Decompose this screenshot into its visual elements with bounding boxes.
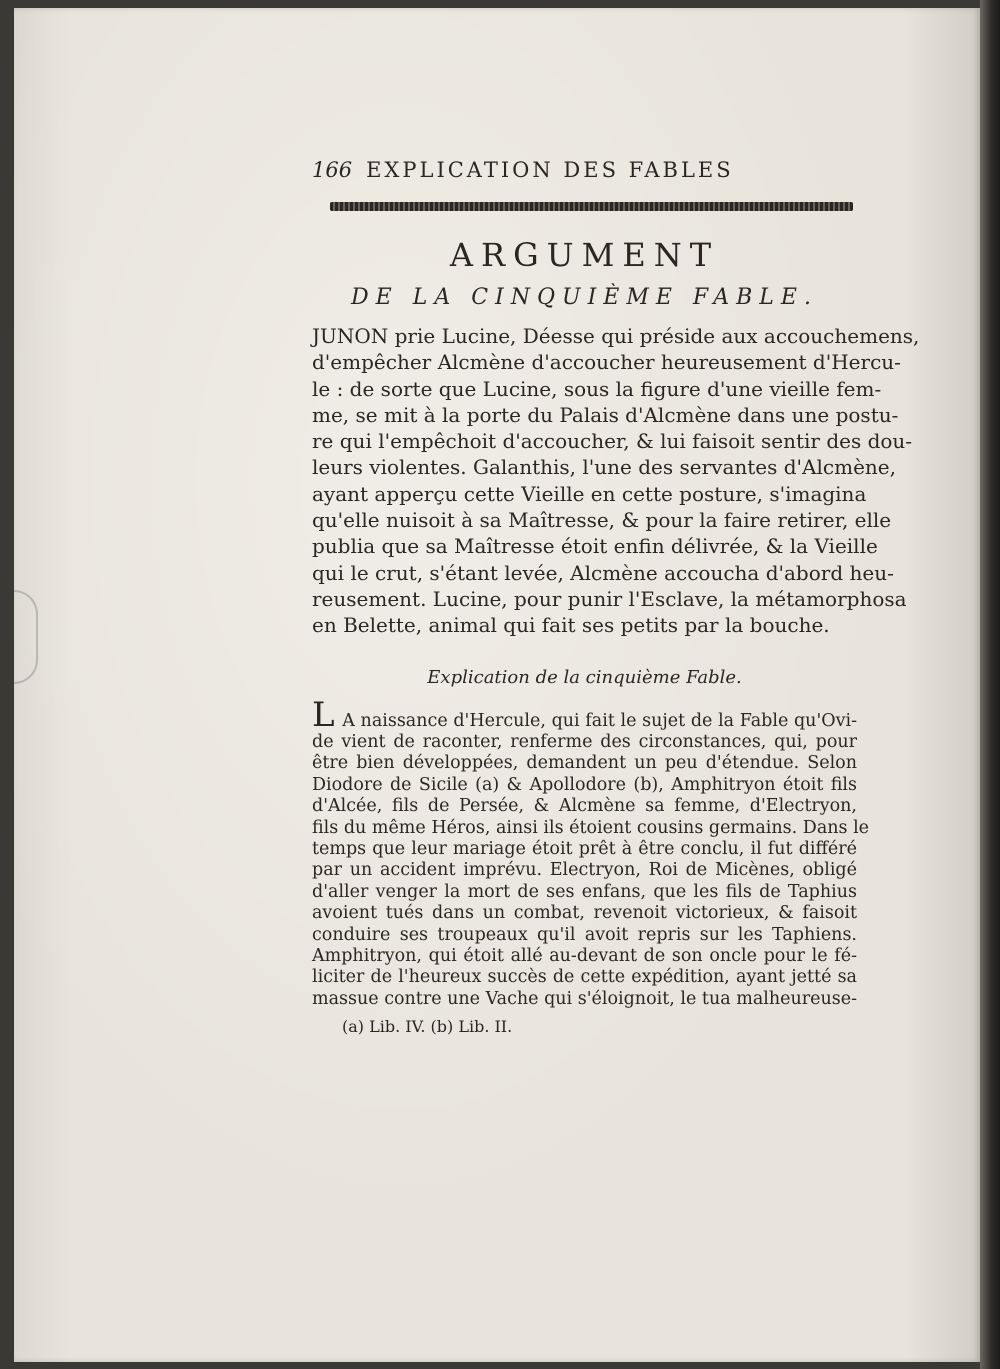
text-line: en Belette, animal qui fait ses petits par la bouche. [312,613,830,638]
text-line: liciter de l'heureux succès de cette expédition, ayant jetté sa [312,967,857,988]
text-line: d'Alcée, fils de Persée, & Alcmène sa femme, d'Electryon, [312,796,857,817]
argument-subtitle: DE LA CINQUIÈME FABLE. [351,285,818,310]
text-line: conduire ses troupeaux qu'il avoit repris sur les Taphiens. [312,924,857,945]
running-head-title: EXPLICATION DES FABLES [366,158,734,182]
text-line: Diodore de Sicile (a) & Apollodore (b), Amphitryon étoit fils [312,774,857,795]
running-head [312,150,857,192]
text-block [312,150,920,1038]
text-line: ayant apperçu cette Vieille en cette posture, s'imagina [312,481,867,506]
page-number: 166 [312,158,353,182]
text-line: me, se mit à la porte du Palais d'Alcmène dans une postu- [312,402,899,427]
text-line: par un accident imprévu. Electryon, Roi de Micènes, obligé [312,860,857,881]
text-line: qui le crut, s'étant levée, Alcmène accoucha d'abord heu- [312,560,894,585]
text-line: Amphitryon, qui étoit allé au-devant de son oncle pour le fé- [312,946,857,967]
text-line: avoient tués dans un combat, revenoit victorieux, & faisoit [312,903,857,924]
text-line: être bien développées, demandent un peu d'étendue. Selon [312,753,857,774]
text-line: publia que sa Maîtresse étoit enfin délivrée, & la Vieille [312,534,878,559]
drop-cap: L [312,694,335,735]
text-line: massue contre une Vache qui s'éloignoit, le tua malheureuse- [312,988,857,1009]
text-line: temps que leur mariage étoit prêt à être conclu, il fut différé [312,839,857,859]
ornamental-rule [330,202,853,211]
text-line: d'empêcher Alcmène d'accoucher heureusement d'Hercu- [312,350,901,375]
text-line: fils du même Héros, ainsi ils étoient cousins germains. Dans le [312,817,870,838]
text-line: re qui l'empêchoit d'accoucher, & lui faisoit sentir des dou- [312,429,913,454]
text-line: JUNON prie Lucine, Déesse qui préside aux accouchemens, [312,324,920,348]
text-line: de vient de raconter, renferme des circonstances, qui, pour [312,731,857,752]
explanation-paragraph [312,694,870,1011]
text-line-body: A naissance d'Hercule, qui fait le sujet de la Fable qu'Ovi- [342,710,857,731]
book-gutter-edge [980,0,1000,1369]
argument-title: ARGUMENT [449,236,720,274]
text-line: d'aller venger la mort de ses enfans, que les fils de Taphius [312,881,857,902]
page-notch-mark [14,590,38,684]
text-line: reusement. Lucine, pour punir l'Esclave, la métamorphosa [312,586,907,611]
text-line: le : de sorte que Lucine, sous la figure d'une vieille fem- [312,376,882,401]
footnote: (a) Lib. IV. (b) Lib. II. [342,1017,513,1037]
argument-paragraph [312,323,920,639]
explanation-title: Explication de la cinquième Fable. [427,666,742,688]
text-line: qu'elle nuisoit à sa Maîtresse, & pour la faire retirer, elle [312,508,892,533]
text-line: leurs violentes. Galanthis, l'une des servantes d'Alcmène, [312,455,896,480]
text-line [312,694,857,735]
